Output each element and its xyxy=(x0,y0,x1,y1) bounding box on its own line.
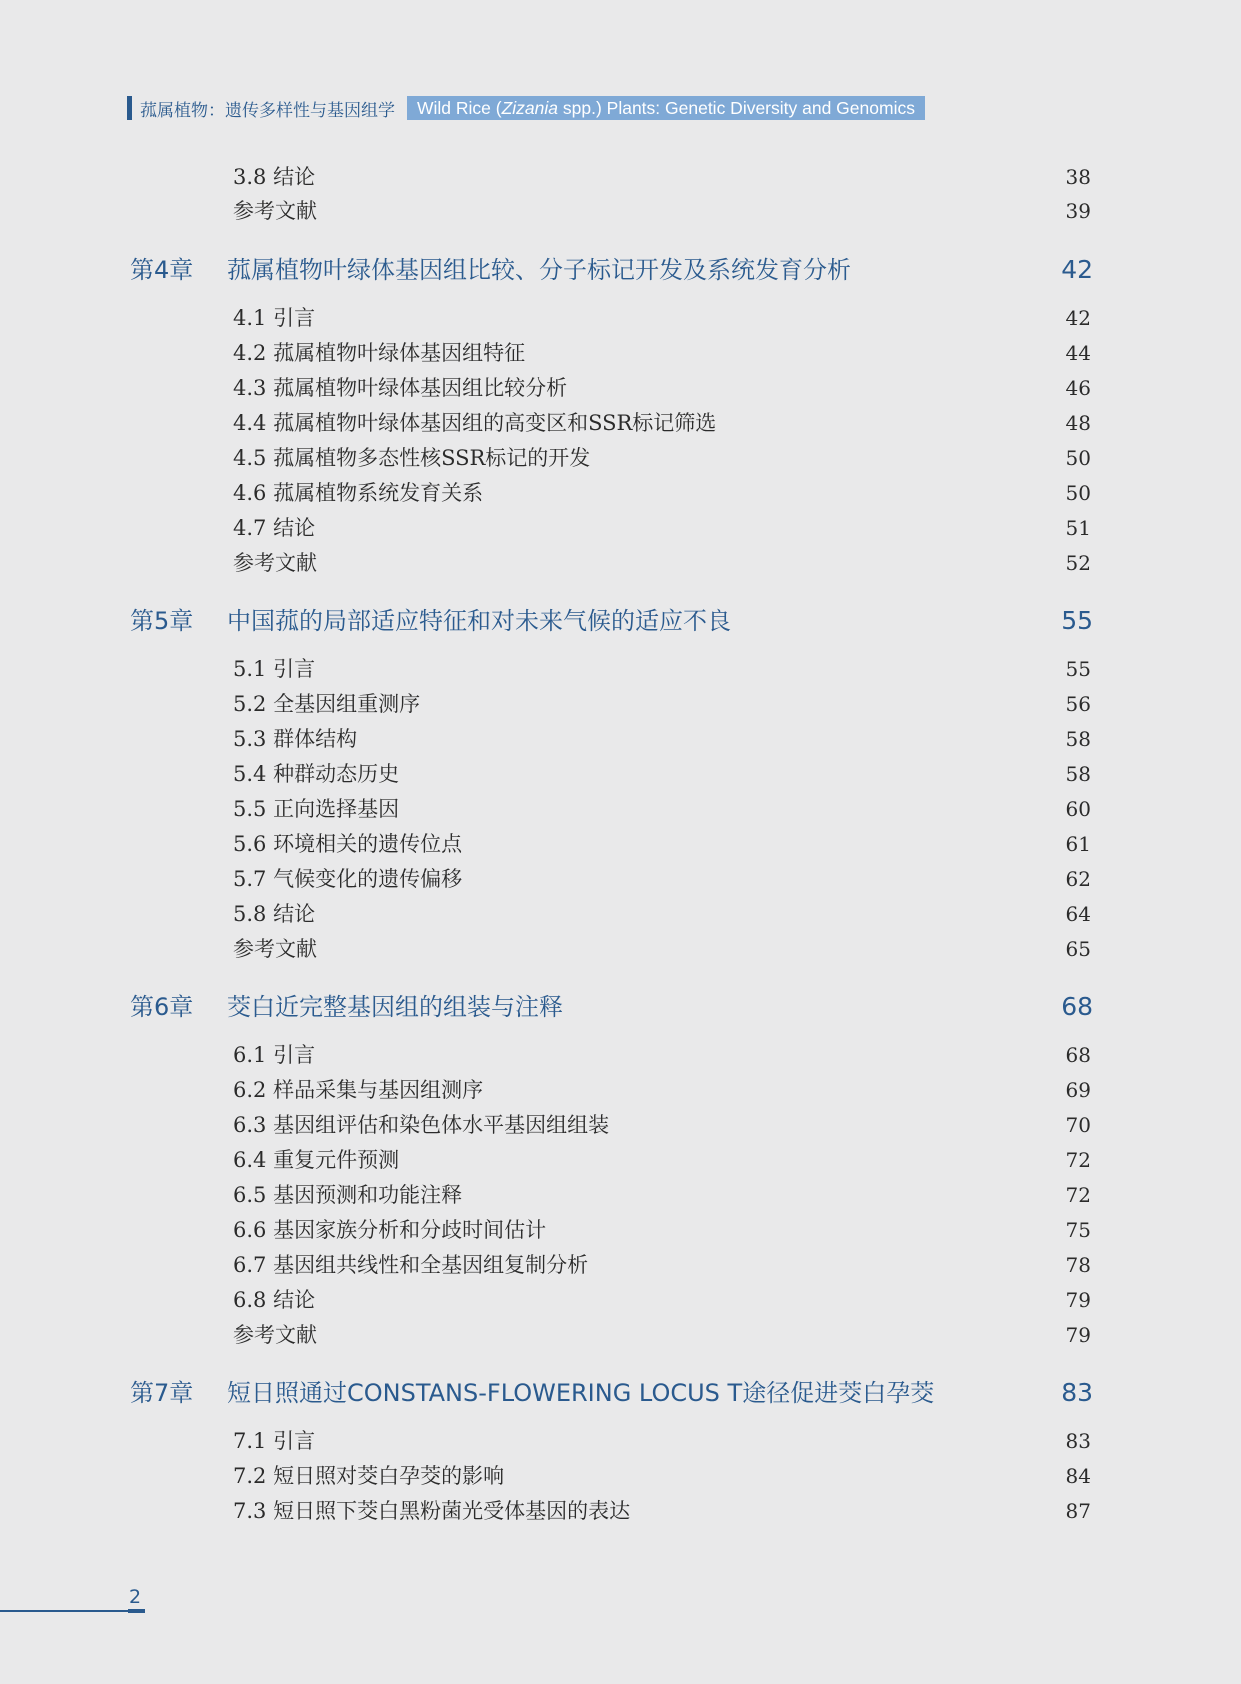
toc-section-page: 84 xyxy=(1065,1464,1091,1488)
toc-section-title: 5.2 全基因组重测序 xyxy=(233,692,421,716)
toc-section-row xyxy=(0,827,1241,861)
toc-section-title: 参考文献 xyxy=(233,551,317,575)
toc-section-page: 51 xyxy=(1065,516,1091,540)
toc-section-title: 6.3 基因组评估和染色体水平基因组组装 xyxy=(233,1113,610,1137)
toc-section-title: 7.3 短日照下茭白黑粉菌光受体基因的表达 xyxy=(233,1499,631,1523)
toc-section-page: 39 xyxy=(1065,199,1091,223)
toc-chapter-title: 中国菰的局部适应特征和对未来气候的适应不良 xyxy=(227,607,731,635)
toc-section-title: 参考文献 xyxy=(233,1323,317,1347)
toc-section-row xyxy=(0,652,1241,686)
toc-section-title: 4.5 菰属植物多态性核SSR标记的开发 xyxy=(233,446,591,470)
toc-section-page: 56 xyxy=(1065,692,1091,716)
toc-section-page: 83 xyxy=(1065,1429,1091,1453)
toc-section-row xyxy=(0,1318,1241,1352)
toc-section-row xyxy=(0,757,1241,791)
footer-page-underline xyxy=(128,1609,145,1613)
toc-section-page: 65 xyxy=(1065,937,1091,961)
toc-section-title: 参考文献 xyxy=(233,937,317,961)
header-title-en-italic: Zizania xyxy=(501,98,559,118)
toc-section-row xyxy=(0,1213,1241,1247)
toc-section-title: 4.7 结论 xyxy=(233,516,316,540)
header-title-cn: 菰属植物：遗传多样性与基因组学 xyxy=(140,100,395,121)
toc-section-title: 6.6 基因家族分析和分歧时间估计 xyxy=(233,1218,547,1242)
header-title-en xyxy=(407,96,925,120)
toc-section-title: 4.4 菰属植物叶绿体基因组的高变区和SSR标记筛选 xyxy=(233,411,717,435)
toc-section-page: 58 xyxy=(1065,727,1091,751)
toc-section-row xyxy=(0,441,1241,475)
toc-chapter-page: 68 xyxy=(1061,992,1093,1021)
toc-chapter-title: 短日照通过CONSTANS-FLOWERING LOCUS T途径促进茭白孕茭 xyxy=(227,1379,935,1407)
toc-chapter-page: 83 xyxy=(1061,1378,1093,1407)
toc-section-page: 38 xyxy=(1065,165,1091,189)
toc-section-title: 6.8 结论 xyxy=(233,1288,316,1312)
toc-section-page: 70 xyxy=(1065,1113,1091,1137)
toc-section-page: 46 xyxy=(1065,376,1091,400)
toc-section-title: 参考文献 xyxy=(233,199,317,223)
toc-section-page: 79 xyxy=(1065,1323,1091,1347)
toc-section-row xyxy=(0,1038,1241,1072)
toc-chapter-page: 42 xyxy=(1061,255,1093,284)
toc-chapter-row xyxy=(0,987,1241,1027)
toc-section-page: 72 xyxy=(1065,1148,1091,1172)
toc-section-row xyxy=(0,1073,1241,1107)
toc-section-page: 50 xyxy=(1065,481,1091,505)
toc-chapter-row xyxy=(0,1373,1241,1413)
toc-section-title: 4.2 菰属植物叶绿体基因组特征 xyxy=(233,341,526,365)
toc-section-title: 4.1 引言 xyxy=(233,306,316,330)
toc-section-page: 60 xyxy=(1065,797,1091,821)
toc-chapter-page: 55 xyxy=(1061,606,1093,635)
toc-section-title: 7.1 引言 xyxy=(233,1429,316,1453)
toc-section-row xyxy=(0,1424,1241,1458)
toc-section-title: 6.7 基因组共线性和全基因组复制分析 xyxy=(233,1253,589,1277)
toc-section-page: 61 xyxy=(1065,832,1091,856)
toc-section-row xyxy=(0,722,1241,756)
toc-chapter-number: 第5章 xyxy=(130,607,194,635)
toc-section-title: 5.5 正向选择基因 xyxy=(233,797,400,821)
toc-section-title: 5.6 环境相关的遗传位点 xyxy=(233,832,463,856)
toc-section-title: 4.6 菰属植物系统发育关系 xyxy=(233,481,484,505)
toc-section-title: 5.3 群体结构 xyxy=(233,727,358,751)
toc-section-row xyxy=(0,301,1241,335)
toc-section-row xyxy=(0,336,1241,370)
toc-section-page: 79 xyxy=(1065,1288,1091,1312)
toc-section-row xyxy=(0,406,1241,440)
toc-section-title: 6.2 样品采集与基因组测序 xyxy=(233,1078,484,1102)
toc-chapter-number: 第6章 xyxy=(130,993,194,1021)
toc-section-page: 52 xyxy=(1065,551,1091,575)
toc-section-page: 78 xyxy=(1065,1253,1091,1277)
toc-section-title: 5.8 结论 xyxy=(233,902,316,926)
toc-section-row xyxy=(0,897,1241,931)
toc-section-title: 5.7 气候变化的遗传偏移 xyxy=(233,867,463,891)
header-accent-bar xyxy=(127,96,132,120)
toc-section-title: 7.2 短日照对茭白孕茭的影响 xyxy=(233,1464,505,1488)
toc-section-title: 6.4 重复元件预测 xyxy=(233,1148,400,1172)
toc-section-row xyxy=(0,194,1241,228)
header-title-en-post: spp.) Plants: Genetic Diversity and Genomics xyxy=(558,98,915,118)
toc-section-title: 5.1 引言 xyxy=(233,657,316,681)
toc-section-title: 4.3 菰属植物叶绿体基因组比较分析 xyxy=(233,376,568,400)
toc-section-title: 3.8 结论 xyxy=(233,165,316,189)
toc-section-page: 42 xyxy=(1065,306,1091,330)
toc-section-row xyxy=(0,1108,1241,1142)
toc-section-row xyxy=(0,511,1241,545)
toc-section-page: 87 xyxy=(1065,1499,1091,1523)
toc-section-row xyxy=(0,932,1241,966)
toc-chapter-row xyxy=(0,250,1241,290)
toc-section-page: 50 xyxy=(1065,446,1091,470)
toc-section-row xyxy=(0,862,1241,896)
toc-section-page: 68 xyxy=(1065,1043,1091,1067)
toc-chapter-number: 第4章 xyxy=(130,256,194,284)
header-title-en-pre: Wild Rice ( xyxy=(417,98,502,118)
toc-section-row xyxy=(0,1459,1241,1493)
toc-section-row xyxy=(0,1248,1241,1282)
toc-section-row xyxy=(0,476,1241,510)
toc-section-row xyxy=(0,1494,1241,1528)
footer-rule xyxy=(0,1610,145,1612)
toc-section-page: 75 xyxy=(1065,1218,1091,1242)
toc-section-page: 64 xyxy=(1065,902,1091,926)
toc-section-row xyxy=(0,1178,1241,1212)
toc-section-page: 55 xyxy=(1065,657,1091,681)
toc-section-row xyxy=(0,687,1241,721)
toc-section-row xyxy=(0,1143,1241,1177)
toc-section-page: 58 xyxy=(1065,762,1091,786)
toc-section-page: 69 xyxy=(1065,1078,1091,1102)
toc-section-row xyxy=(0,792,1241,826)
toc-chapter-number: 第7章 xyxy=(130,1379,194,1407)
toc-section-title: 6.1 引言 xyxy=(233,1043,316,1067)
toc-section-row xyxy=(0,160,1241,194)
toc-chapter-title: 菰属植物叶绿体基因组比较、分子标记开发及系统发育分析 xyxy=(227,256,851,284)
toc-section-row xyxy=(0,546,1241,580)
toc-section-page: 44 xyxy=(1065,341,1091,365)
toc-section-title: 5.4 种群动态历史 xyxy=(233,762,400,786)
toc-section-page: 72 xyxy=(1065,1183,1091,1207)
footer-page-number: 2 xyxy=(129,1586,142,1608)
toc-section-page: 48 xyxy=(1065,411,1091,435)
toc-section-page: 62 xyxy=(1065,867,1091,891)
running-header xyxy=(127,96,925,120)
toc-chapter-title: 茭白近完整基因组的组装与注释 xyxy=(227,993,563,1021)
toc-section-title: 6.5 基因预测和功能注释 xyxy=(233,1183,463,1207)
toc-section-row xyxy=(0,1283,1241,1317)
toc-chapter-row xyxy=(0,601,1241,641)
toc-section-row xyxy=(0,371,1241,405)
